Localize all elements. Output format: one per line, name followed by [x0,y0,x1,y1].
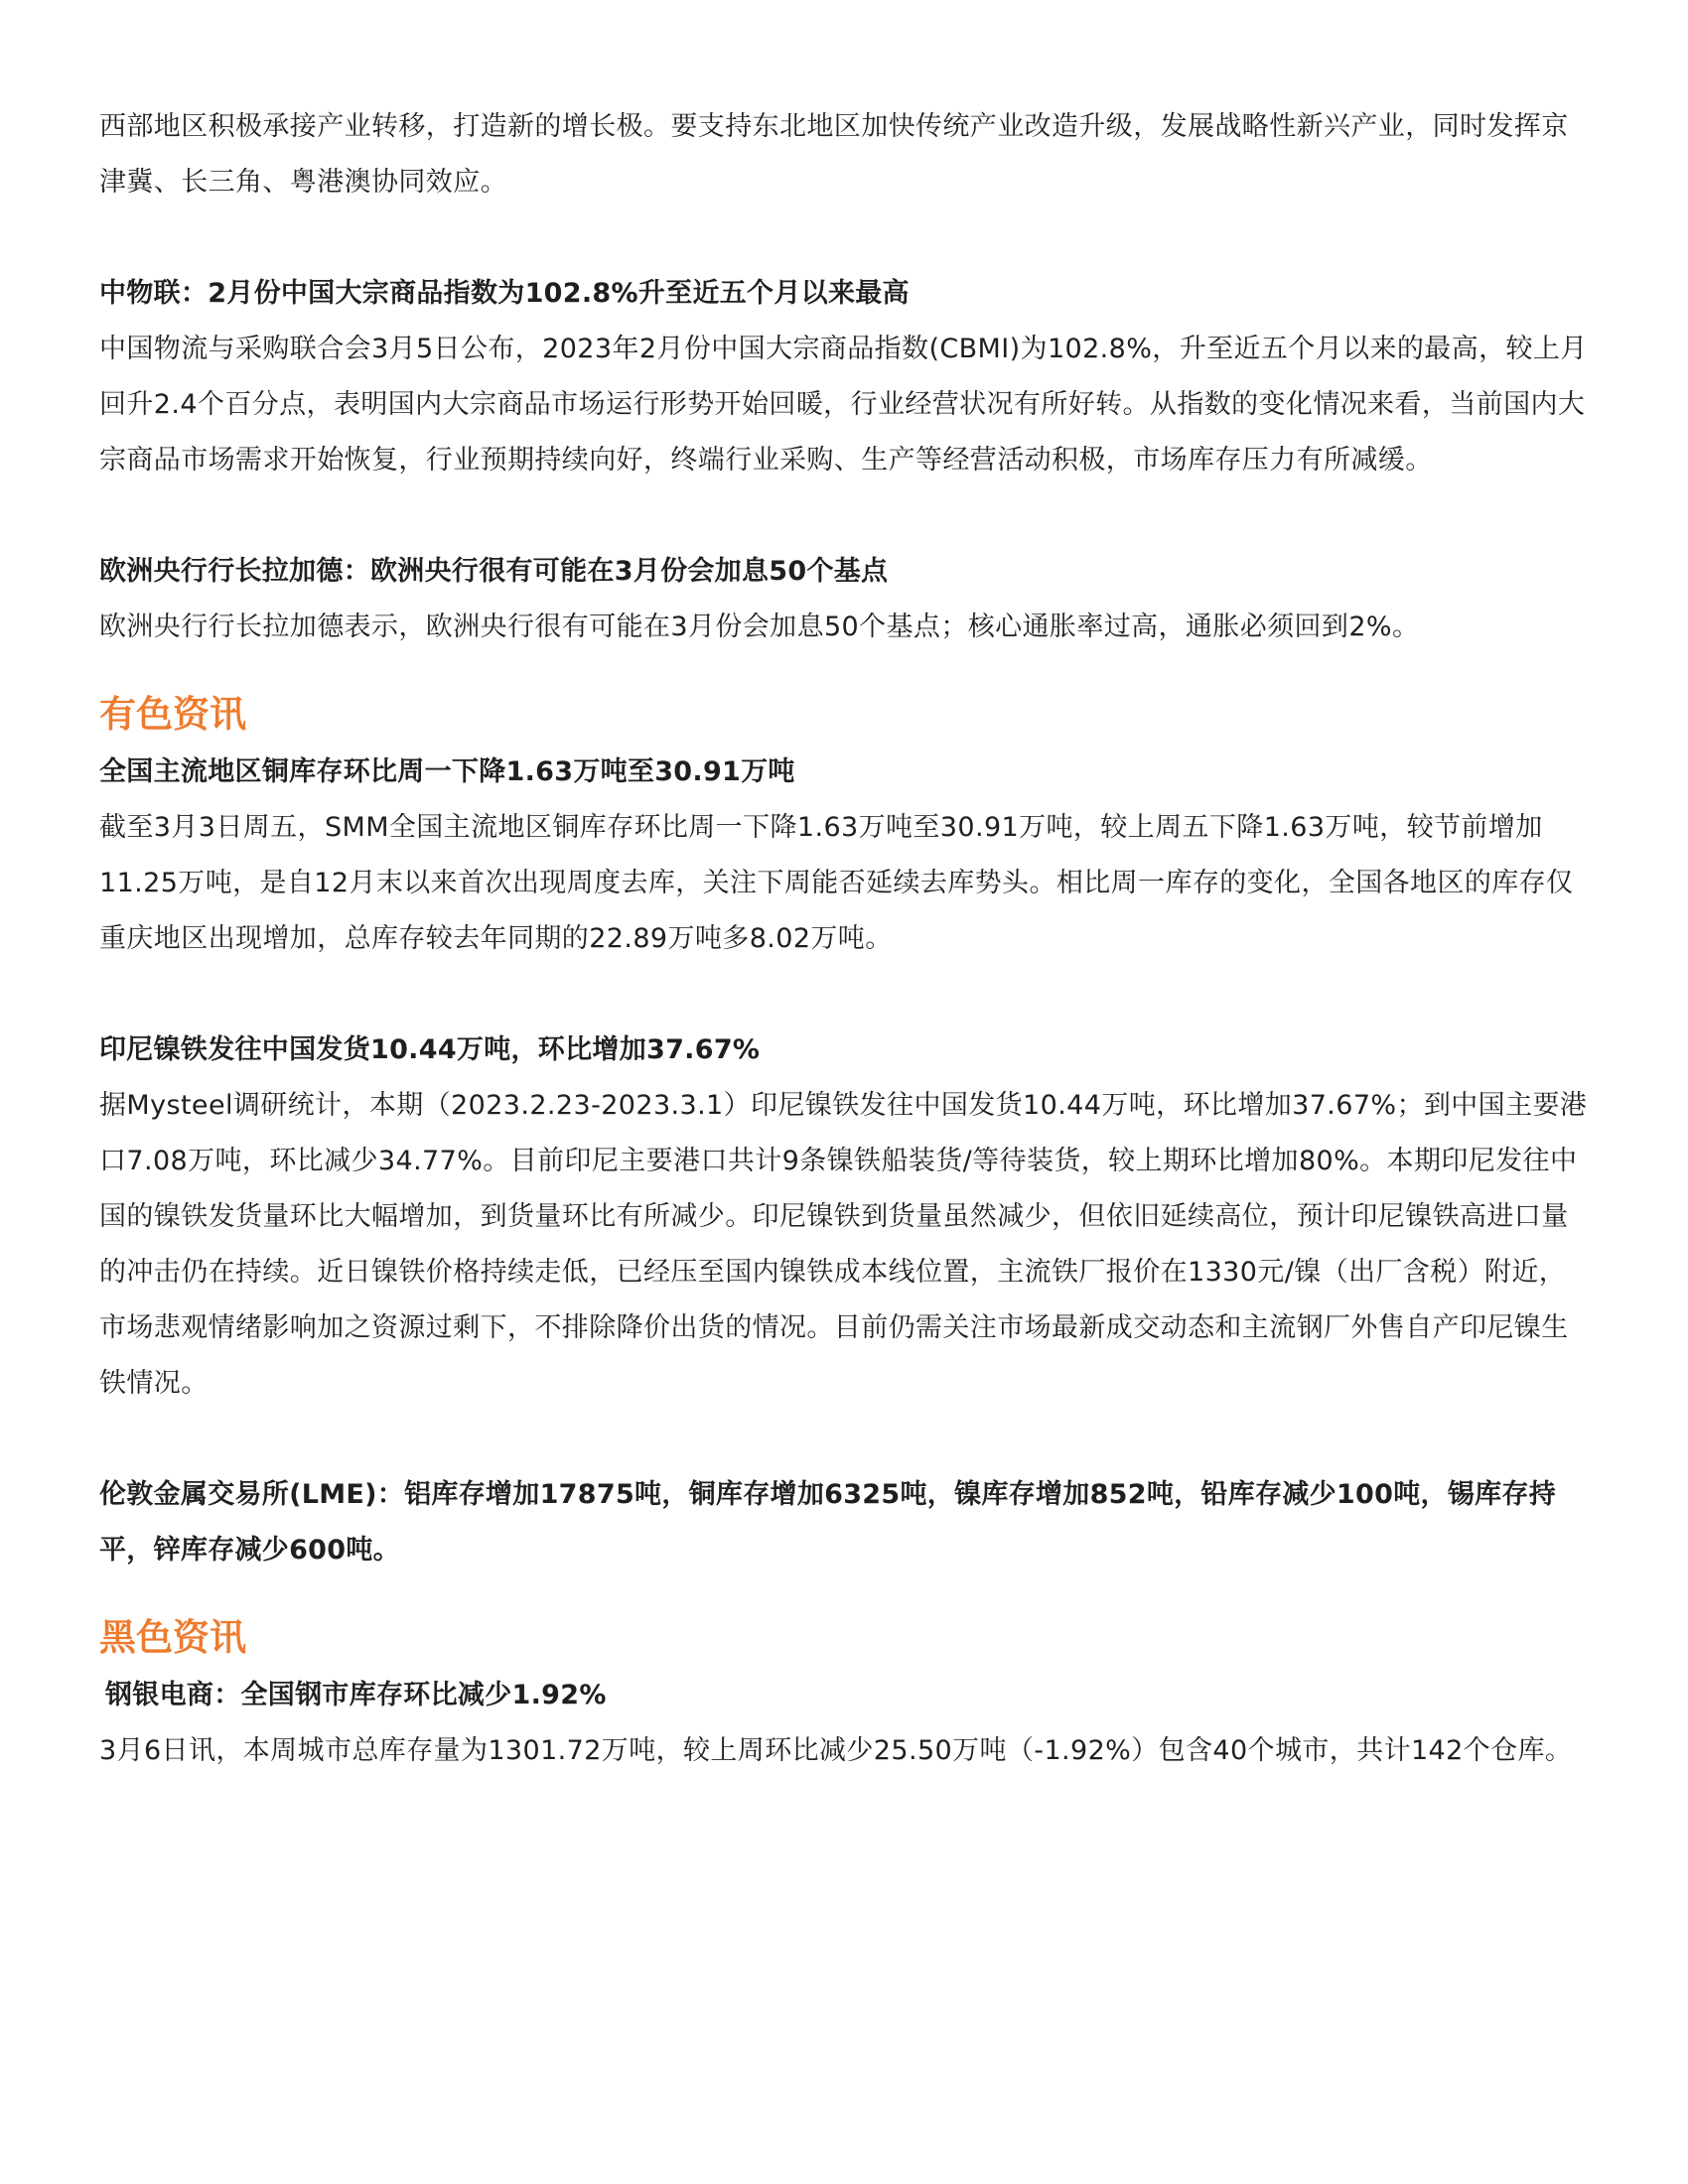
news-item [99,544,1589,655]
news-title: 伦敦金属交易所(LME)：铝库存增加17875吨，铜库存增加6325吨，镍库存增加852吨，铅库存减少100吨，锡库存持平，锌库存减少600吨。 [99,1479,1556,1566]
news-item [99,266,1589,488]
news-body: 中国物流与采购联合会3月5日公布，2023年2月份中国大宗商品指数(CBMI)为102.8%，升至近五个月以来的最高，较上月回升2.4个百分点，表明国内大宗商品市场运行形势开始回暖，行业经营状况有所好转。从指数的变化情况来看，当前国内大宗商品市场需求开始恢复，行业预期持续向好，终端行业采购、生产等经营活动积极，市场库存压力有所减缓。 [99,334,1588,476]
section-title: 黑色资讯 [99,1616,246,1659]
news-body: 据Mysteel调研统计，本期（2023.2.23-2023.3.1）印尼镍铁发往中国发货10.44万吨，环比增加37.67%；到中国主要港口7.08万吨，环比减少34.77%。目前印尼主要港口共计9条镍铁船装货/等待装货，较上期环比增加80%。本期印尼发往中国的镍铁发货量环比大幅增加，到货量环比有所减少。印尼镍铁到货量虽然减少，但依旧延续高位，预计印尼镍铁高进口量的冲击仍在持续。近日镍铁价格持续走低，已经压至国内镍铁成本线位置，主流铁厂报价在1330元/镍（出厂含税）附近，市场悲观情绪影响加之资源过剩下，不排除降价出货的情况。目前仍需关注市场最新成交动态和主流钢厂外售自产印尼镍生铁情况。 [99,1090,1588,1399]
news-title: 钢银电商：全国钢市库存环比减少1.92% [105,1680,607,1710]
section-title: 有色资讯 [99,693,246,736]
news-title: 印尼镍铁发往中国发货10.44万吨，环比增加37.67% [99,1034,761,1065]
section-ferrous [99,1608,1589,1779]
news-body: 欧洲央行行长拉加德表示，欧洲央行很有可能在3月份会加息50个基点；核心通胀率过高，通胀必须回到2%。 [99,612,1420,642]
news-body: 截至3月3日周五，SMM全国主流地区铜库存环比周一下降1.63万吨至30.91万吨，较上周五下降1.63万吨，较节前增加11.25万吨，是自12月末以来首次出现周度去库，关注下周能否延续去库势头。相比周一库存的变化，全国各地区的库存仅重庆地区出现增加，总库存较去年同期的22.89万吨多8.02万吨。 [99,812,1574,954]
document-page [99,99,1589,1779]
section-nonferrous [99,685,1589,1578]
news-title: 欧洲央行行长拉加德：欧洲央行很有可能在3月份会加息50个基点 [99,556,889,587]
intro-paragraph: 西部地区积极承接产业转移，打造新的增长极。要支持东北地区加快传统产业改造升级，发展战略性新兴产业，同时发挥京津冀、长三角、粤港澳协同效应。 [99,111,1569,198]
news-body: 3月6日讯，本周城市总库存量为1301.72万吨，较上周环比减少25.50万吨（-1.92%）包含40个城市，共计142个仓库。 [99,1735,1573,1766]
news-title: 中物联：2月份中国大宗商品指数为102.8%升至近五个月以来最高 [99,278,910,309]
news-title: 全国主流地区铜库存环比周一下降1.63万吨至30.91万吨 [99,756,795,787]
